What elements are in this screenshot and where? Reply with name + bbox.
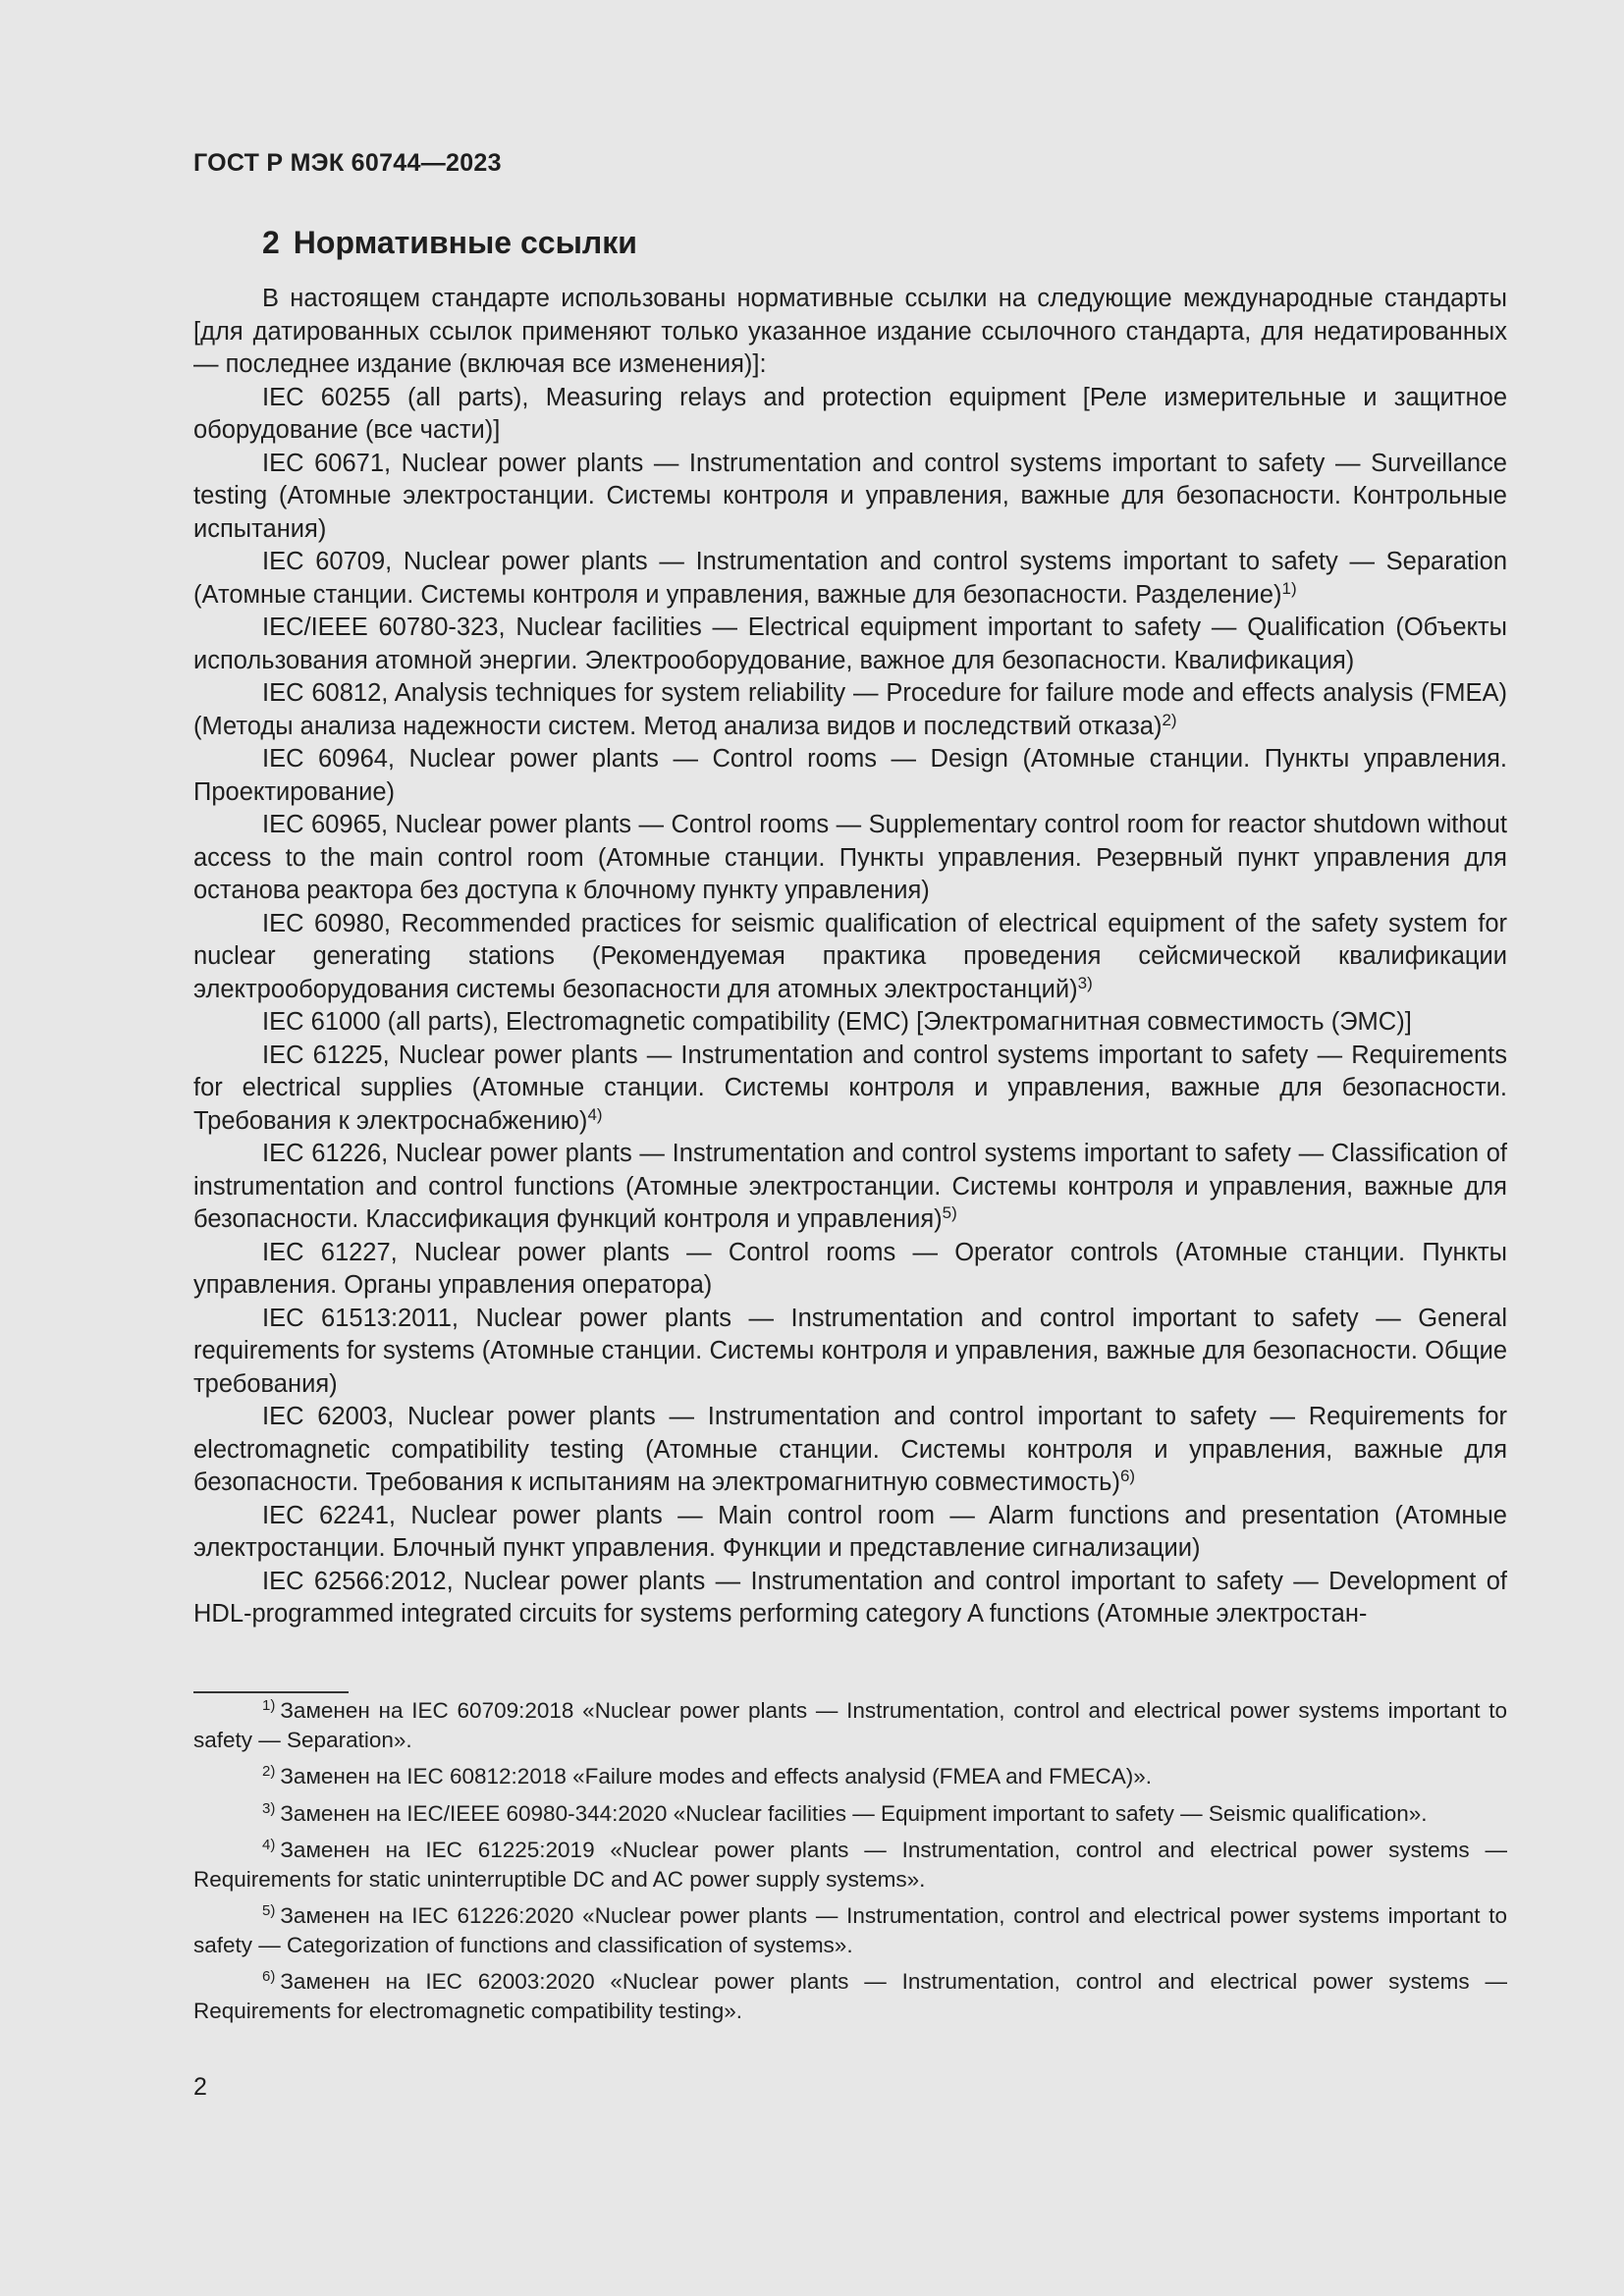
footnote: $^{1)}$ Заменен на IEC 60709:2018 «Nuclear power plants — Instrumentation, control and electrical power systems important to safety — Separation». — [193, 1697, 1507, 1752]
footnote-reference: 4) — [587, 1104, 603, 1124]
reference-entry: IEC 60964, Nuclear power plants — Control rooms — Design (Атомные станции. Пункты управления. Проектирование) — [193, 745, 1507, 806]
section-number: 2 — [262, 225, 280, 260]
reference-entry: IEC/IEEE 60780-323, Nuclear facilities — Electrical equipment important to safety — Qualification (Объекты использования атомной энергии. Электрооборудование, важное для безопасности. Квалификация) — [193, 614, 1507, 674]
page-number: 2 — [193, 2073, 207, 2101]
footnote: $^{6)}$ Заменен на IEC 62003:2020 «Nuclear power plants — Instrumentation, control and electrical power systems — Requirements for electromagnetic compatibility testing». — [193, 1968, 1507, 2023]
footnote-reference: 6) — [1119, 1467, 1136, 1485]
section-heading — [262, 225, 637, 261]
reference-entry: IEC 61226, Nuclear power plants — Instrumentation and control systems important to safety — Classification of instrumentation and control functions (Атомные электростанции. Системы контроля и управления, важные для безопасности. Классификация функций контроля и управления)$^{5)}$ — [193, 1140, 1507, 1233]
footnote: $^{5)}$ Заменен на IEC 61226:2020 «Nuclear power plants — Instrumentation, control and electrical power systems important to safety — Categorization of functions and classification of systems». — [193, 1902, 1507, 1957]
footnote-separator — [193, 1691, 349, 1693]
footnote-mark: 6) — [262, 1968, 276, 1985]
footnote: $^{4)}$ Заменен на IEC 61225:2019 «Nuclear power plants — Instrumentation, control and electrical power systems — Requirements for static uninterruptible DC and AC power supply systems». — [193, 1837, 1507, 1892]
reference-entry: IEC 61000 (all parts), Electromagnetic compatibility (EMC) [Электромагнитная совместимость (ЭМС)] — [262, 1008, 1412, 1036]
reference-entry: IEC 62003, Nuclear power plants — Instrumentation and control important to safety — Requirements for electromagnetic compatibility testing (Атомные станции. Системы контроля и управления, важные для безопасности. Требования к испытаниям на электромагнитную совместимость)$^{6)}$ — [193, 1403, 1507, 1496]
intro-paragraph: В настоящем стандарте использованы нормативные ссылки на следующие международные стандарты [для датированных ссылок применяют только указанное издание ссылочного стандарта, для недатированных — последнее издание (включая все изменения)]: — [193, 285, 1507, 378]
reference-entry: IEC 60255 (all parts), Measuring relays and protection equipment [Реле измерительные и защитное оборудование (все части)] — [193, 383, 1507, 444]
document-code-header: ГОСТ Р МЭК 60744—2023 — [193, 149, 502, 177]
footnote-reference: 2) — [1162, 710, 1177, 729]
normative-references-body — [193, 283, 1507, 1631]
footnote-mark: 3) — [262, 1799, 276, 1817]
footnote-reference: 5) — [942, 1203, 957, 1222]
footnote: $^{3)}$ Заменен на IEC/IEEE 60980-344:2020 «Nuclear facilities — Equipment important to safety — Seismic qualification». — [262, 1799, 1428, 1826]
reference-entry: IEC 60965, Nuclear power plants — Control rooms — Supplementary control room for reactor shutdown without access to the main control room (Атомные станции. Пункты управления. Резервный пункт управления для останова реактора без доступа к блочному пункту управления) — [193, 811, 1507, 904]
reference-entry: IEC 62241, Nuclear power plants — Main control room — Alarm functions and presentation (Атомные электростанции. Блочный пункт управления. Функции и представление сигнализации) — [193, 1501, 1507, 1562]
footnote-mark: 5) — [262, 1902, 276, 1919]
reference-entry: IEC 60980, Recommended practices for seismic qualification of electrical equipment of the safety system for nuclear generating stations (Рекомендуемая практика проведения сейсмической квалификации электрооборудования системы безопасности для атомных электростанций)$^{3)}$ — [193, 909, 1507, 1003]
footnote-mark: 1) — [262, 1697, 276, 1714]
reference-entry: IEC 60671, Nuclear power plants — Instrumentation and control systems important to safety — Surveillance testing (Атомные электростанции. Системы контроля и управления, важные для безопасности. Контрольные испытания) — [193, 449, 1507, 543]
footnote-mark: 4) — [262, 1837, 276, 1853]
footnote-reference: 3) — [1077, 973, 1093, 992]
footnote-mark: 2) — [262, 1763, 276, 1780]
reference-entry: IEC 60812, Analysis techniques for system reliability — Procedure for failure mode and effects analysis (FMEA) (Методы анализа надежности систем. Метод анализа видов и последствий отказа)$^{2)}$ — [193, 679, 1507, 740]
footnote-reference: 1) — [1281, 578, 1297, 598]
footnotes — [193, 1696, 1507, 2033]
reference-entry: IEC 61227, Nuclear power plants — Control rooms — Operator controls (Атомные станции. Пункты управления. Органы управления оператора) — [193, 1238, 1507, 1299]
reference-entry: IEC 62566:2012, Nuclear power plants — Instrumentation and control important to safety — Development of HDL-programmed integrated circuits for systems performing category A functions (Атомные электростан- — [193, 1567, 1507, 1628]
reference-entry: IEC 60709, Nuclear power plants — Instrumentation and control systems important to safety — Separation (Атомные станции. Системы контроля и управления, важные для безопасности. Разделение)$^{1)}$ — [193, 548, 1507, 609]
section-title: Нормативные ссылки — [293, 225, 637, 260]
reference-entry: IEC 61513:2011, Nuclear power plants — Instrumentation and control important to safety — General requirements for systems (Атомные станции. Системы контроля и управления, важные для безопасности. Общие требования) — [193, 1304, 1507, 1398]
footnote: $^{2)}$ Заменен на IEC 60812:2018 «Failure modes and effects analysid (FMEA and FMECA)». — [262, 1763, 1152, 1789]
reference-entry: IEC 61225, Nuclear power plants — Instrumentation and control systems important to safety — Requirements for electrical supplies (Атомные станции. Системы контроля и управления, важные для безопасности. Требования к электроснабжению)$^{4)}$ — [193, 1041, 1507, 1135]
